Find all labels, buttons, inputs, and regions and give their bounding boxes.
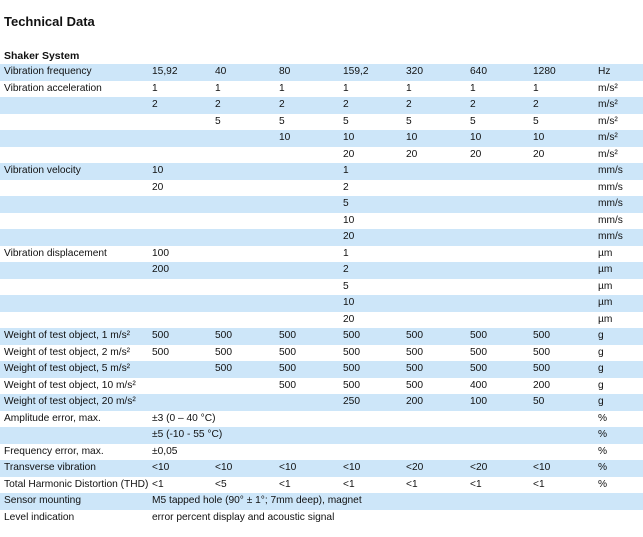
table-cell	[404, 229, 468, 246]
table-cell	[277, 180, 341, 197]
table-cell: 500	[531, 328, 594, 345]
row-unit: µm	[594, 295, 643, 312]
row-unit: g	[598, 346, 604, 358]
table-cell	[531, 262, 594, 279]
row-label: Weight of test object, 1 m/s²	[0, 328, 150, 345]
row-span-value: ±5 (-10 - 55 °C)	[150, 427, 594, 444]
table-cell: 5	[279, 115, 285, 127]
row-label: Level indication	[4, 511, 75, 523]
table-cell: 500	[404, 328, 468, 345]
table-cell	[150, 378, 213, 395]
table-cell: 5	[341, 196, 404, 213]
row-label: Weight of test object, 20 m/s²	[0, 394, 150, 411]
table-row	[0, 64, 643, 81]
table-cell: <20	[468, 460, 531, 477]
table-row	[0, 229, 643, 246]
table-cell: 20	[406, 148, 418, 160]
table-cell: 159,2	[341, 64, 404, 81]
table-cell: 50	[531, 394, 594, 411]
table-cell: <1	[470, 478, 482, 490]
row-label	[0, 312, 150, 329]
table-row	[0, 477, 643, 494]
table-row	[0, 345, 643, 362]
table-cell: 2	[150, 97, 213, 114]
table-cell	[277, 262, 341, 279]
row-unit: µm	[594, 262, 643, 279]
table-row	[0, 147, 643, 164]
row-unit: µm	[598, 313, 613, 325]
table-cell	[468, 246, 531, 263]
table-cell: 2	[277, 97, 341, 114]
table-cell	[277, 147, 341, 164]
row-label: Vibration acceleration	[4, 82, 102, 94]
row-label: Vibration velocity	[0, 163, 150, 180]
table-cell	[277, 279, 341, 296]
table-cell	[213, 378, 277, 395]
table-row	[0, 361, 643, 378]
row-unit: g	[594, 361, 643, 378]
table-cell: 2	[343, 181, 349, 193]
table-row	[0, 213, 643, 230]
table-cell: 500	[213, 361, 277, 378]
table-cell: 20	[470, 148, 482, 160]
table-cell: 2	[531, 97, 594, 114]
table-cell: 500	[215, 346, 232, 358]
table-cell: 10	[343, 214, 355, 226]
table-row	[0, 378, 643, 395]
table-cell: 640	[468, 64, 531, 81]
table-cell	[213, 229, 277, 246]
table-cell	[277, 312, 341, 329]
row-label: Weight of test object, 10 m/s²	[4, 379, 136, 391]
table-cell: 2	[341, 97, 404, 114]
table-row	[0, 246, 643, 263]
table-cell: 400	[470, 379, 487, 391]
table-cell	[213, 196, 277, 213]
table-cell	[468, 180, 531, 197]
table-cell: 100	[468, 394, 531, 411]
row-unit: mm/s	[598, 181, 623, 193]
table-row	[0, 328, 643, 345]
table-cell: 20	[343, 313, 355, 325]
table-cell	[404, 246, 468, 263]
table-cell: 500	[279, 379, 296, 391]
row-label: Transverse vibration	[0, 460, 150, 477]
table-cell: <10	[531, 460, 594, 477]
table-cell	[531, 229, 594, 246]
table-cell: 1	[152, 82, 158, 94]
table-cell	[468, 196, 531, 213]
row-label: Sensor mounting	[0, 493, 150, 510]
table-row	[0, 163, 643, 180]
table-cell: 500	[406, 346, 423, 358]
table-cell	[150, 130, 213, 147]
table-row	[0, 114, 643, 131]
table-cell: 1	[341, 163, 404, 180]
table-cell: 200	[150, 262, 213, 279]
table-row	[0, 394, 643, 411]
table-row	[0, 444, 643, 461]
table-cell: 500	[470, 346, 487, 358]
table-cell: 100	[152, 247, 169, 259]
table-cell: 10	[277, 130, 341, 147]
table-cell	[468, 229, 531, 246]
row-label	[0, 147, 150, 164]
table-cell	[404, 163, 468, 180]
table-row	[0, 180, 643, 197]
table-cell: 5	[343, 115, 349, 127]
table-cell	[531, 163, 594, 180]
table-cell: 1	[406, 82, 412, 94]
table-cell: 200	[404, 394, 468, 411]
row-unit: %	[598, 445, 608, 457]
table-row	[0, 130, 643, 147]
row-unit: %	[598, 412, 608, 424]
table-cell	[277, 246, 341, 263]
table-cell	[404, 295, 468, 312]
table-cell	[150, 295, 213, 312]
row-label	[0, 427, 150, 444]
row-label	[0, 229, 150, 246]
table-row	[0, 510, 643, 527]
table-cell	[404, 213, 468, 230]
table-cell: <10	[213, 460, 277, 477]
row-label	[0, 180, 150, 197]
table-cell: 5	[343, 280, 349, 292]
table-cell	[150, 213, 213, 230]
row-label: Vibration frequency	[0, 64, 150, 81]
table-cell	[213, 130, 277, 147]
table-cell: 1	[470, 82, 476, 94]
table-cell	[468, 295, 531, 312]
table-cell: 10	[150, 163, 213, 180]
table-row	[0, 279, 643, 296]
row-unit: m/s²	[594, 130, 643, 147]
row-unit: g	[594, 328, 643, 345]
table-cell: 5	[470, 115, 476, 127]
row-unit: µm	[598, 280, 613, 292]
table-row	[0, 97, 643, 114]
table-row	[0, 196, 643, 213]
row-label	[0, 97, 150, 114]
table-cell: <1	[406, 478, 418, 490]
table-cell: <10	[150, 460, 213, 477]
row-label	[0, 130, 150, 147]
table-cell: <1	[343, 478, 355, 490]
table-cell: 10	[404, 130, 468, 147]
table-cell	[531, 279, 594, 296]
table-cell	[531, 180, 594, 197]
row-span-value: M5 tapped hole (90° ± 1°; 7mm deep), magnet	[150, 493, 594, 510]
table-cell	[213, 147, 277, 164]
table-cell: 10	[341, 130, 404, 147]
table-row	[0, 427, 643, 444]
row-unit: %	[594, 460, 643, 477]
table-cell: 2	[468, 97, 531, 114]
table-cell: 500	[341, 328, 404, 345]
table-cell	[531, 196, 594, 213]
table-cell: 500	[533, 346, 550, 358]
table-cell: 5	[215, 115, 221, 127]
table-cell: 1	[215, 82, 221, 94]
table-cell	[213, 312, 277, 329]
row-label	[0, 295, 150, 312]
table-cell	[468, 163, 531, 180]
table-cell: <20	[404, 460, 468, 477]
table-cell: 10	[341, 295, 404, 312]
row-label	[0, 114, 150, 131]
table-cell	[213, 394, 277, 411]
row-unit: g	[598, 379, 604, 391]
row-unit: %	[598, 478, 608, 490]
table-cell: 20	[152, 181, 164, 193]
table-cell	[531, 246, 594, 263]
table-cell	[213, 279, 277, 296]
table-cell: <10	[341, 460, 404, 477]
table-cell: 500	[468, 361, 531, 378]
row-label: Frequency error, max.	[4, 445, 104, 457]
table-cell	[213, 180, 277, 197]
table-cell	[404, 180, 468, 197]
table-cell	[213, 246, 277, 263]
row-unit: mm/s	[594, 163, 643, 180]
table-cell: 250	[341, 394, 404, 411]
table-cell	[213, 295, 277, 312]
table-cell	[468, 262, 531, 279]
table-cell	[468, 279, 531, 296]
section-heading: Shaker System	[4, 50, 80, 62]
row-unit	[594, 510, 643, 527]
table-cell: 20	[341, 229, 404, 246]
table-cell: <5	[215, 478, 227, 490]
table-cell: 500	[468, 328, 531, 345]
table-cell: 500	[531, 361, 594, 378]
spec-table	[0, 64, 643, 526]
table-cell: 500	[152, 346, 169, 358]
table-cell: 500	[279, 346, 296, 358]
row-unit: %	[594, 427, 643, 444]
table-cell: <10	[277, 460, 341, 477]
row-label: Amplitude error, max.	[4, 412, 101, 424]
table-cell: 500	[404, 361, 468, 378]
row-unit	[594, 493, 643, 510]
row-span-value: error percent display and acoustic signal	[152, 511, 335, 523]
table-cell: 500	[277, 328, 341, 345]
table-cell: 500	[343, 346, 360, 358]
table-cell	[213, 163, 277, 180]
table-cell: 500	[343, 379, 360, 391]
row-unit: m/s²	[598, 82, 618, 94]
table-cell	[213, 213, 277, 230]
table-cell: <1	[152, 478, 164, 490]
table-cell	[277, 163, 341, 180]
table-cell: 500	[213, 328, 277, 345]
table-cell	[150, 394, 213, 411]
table-cell	[150, 312, 213, 329]
row-span-value: ±0,05	[152, 445, 178, 457]
row-unit: m/s²	[594, 97, 643, 114]
table-cell	[150, 147, 213, 164]
row-span-value: ±3 (0 – 40 °C)	[152, 412, 216, 424]
row-unit: mm/s	[598, 214, 623, 226]
table-cell: 2	[404, 97, 468, 114]
row-unit: m/s²	[598, 115, 618, 127]
row-label	[0, 262, 150, 279]
table-cell: 500	[150, 328, 213, 345]
table-row	[0, 312, 643, 329]
row-label	[0, 213, 150, 230]
row-unit: µm	[598, 247, 613, 259]
table-cell: 200	[533, 379, 550, 391]
table-cell	[150, 361, 213, 378]
table-cell	[213, 262, 277, 279]
table-cell	[404, 312, 468, 329]
table-cell: 2	[213, 97, 277, 114]
table-cell: 5	[533, 115, 539, 127]
table-cell: 40	[213, 64, 277, 81]
row-label: Vibration displacement	[4, 247, 107, 259]
table-cell: 1	[279, 82, 285, 94]
row-label	[0, 196, 150, 213]
table-cell: <1	[533, 478, 545, 490]
spec-table-body	[0, 64, 643, 526]
table-cell	[277, 213, 341, 230]
table-cell: 1	[533, 82, 539, 94]
table-cell: 2	[341, 262, 404, 279]
table-cell: 1	[343, 82, 349, 94]
table-cell	[277, 196, 341, 213]
table-cell: 320	[404, 64, 468, 81]
row-label: Weight of test object, 2 m/s²	[4, 346, 131, 358]
table-cell: 1	[343, 247, 349, 259]
table-cell: <1	[279, 478, 291, 490]
table-cell	[150, 279, 213, 296]
table-row	[0, 493, 643, 510]
table-row	[0, 262, 643, 279]
table-cell	[531, 295, 594, 312]
table-cell	[404, 262, 468, 279]
row-unit: g	[594, 394, 643, 411]
table-cell: 20	[343, 148, 355, 160]
table-cell	[404, 279, 468, 296]
table-cell: 80	[277, 64, 341, 81]
table-cell	[277, 295, 341, 312]
table-row	[0, 81, 643, 98]
table-cell	[468, 312, 531, 329]
table-cell: 15,92	[150, 64, 213, 81]
page-title: Technical Data	[4, 14, 95, 29]
table-row	[0, 295, 643, 312]
table-row	[0, 411, 643, 428]
row-label	[0, 279, 150, 296]
table-cell	[277, 394, 341, 411]
table-cell	[468, 213, 531, 230]
row-unit: m/s²	[598, 148, 618, 160]
table-cell: 20	[533, 148, 545, 160]
table-cell	[150, 196, 213, 213]
table-row	[0, 460, 643, 477]
table-cell: 10	[468, 130, 531, 147]
row-unit: mm/s	[594, 229, 643, 246]
table-cell	[531, 312, 594, 329]
table-cell: 10	[531, 130, 594, 147]
row-label: Total Harmonic Distortion (THD)	[4, 478, 149, 490]
row-unit: mm/s	[594, 196, 643, 213]
table-cell: 500	[341, 361, 404, 378]
table-cell	[150, 229, 213, 246]
table-cell: 500	[406, 379, 423, 391]
table-cell	[531, 213, 594, 230]
table-cell: 1280	[531, 64, 594, 81]
row-label: Weight of test object, 5 m/s²	[0, 361, 150, 378]
table-cell: 5	[406, 115, 412, 127]
table-cell: 500	[277, 361, 341, 378]
table-cell	[150, 114, 213, 131]
table-cell	[404, 196, 468, 213]
row-unit: Hz	[594, 64, 643, 81]
table-cell	[277, 229, 341, 246]
